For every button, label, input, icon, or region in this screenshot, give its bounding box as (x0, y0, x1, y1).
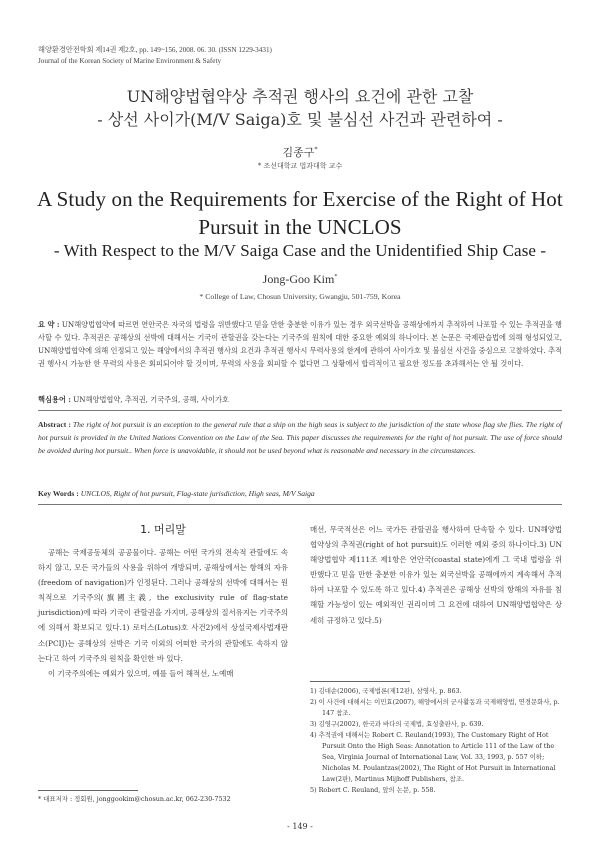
author-mark-en: * (334, 274, 338, 280)
korean-subtitle: - 상선 사이가(M/V Saiga)호 및 불심선 사건과 관련하여 - (97, 110, 503, 129)
english-abstract (38, 418, 562, 457)
body-paragraph: 매선, 무국적선은 어느 국가든 관할권을 행사하여 단속할 수 있다. UN해양법협약상의 추적권(right of hot pursuit)도 이러한 예외 중의 하나이다.3) UN해양법협약 제111조 제1항은 연안국(coastal state)에게 그 국내 법령을 위반했다고 믿을 만한 충분한 이유가 있는 외국선박을 공해에까지 계속해서 추적하여 나포할 수 있도록 하고 있다.4) 추적권은 공해상 선박의 항해의 자유를 침해할 가능성이 있는 예외적인 권리이며 그 요건에 대하여 UN해양법협약은 상세히 규정하고 있다.5) (310, 525, 562, 625)
abstract-ko-text: UN해양법협약에 따르면 연안국은 자국의 법령을 위반했다고 믿을 만한 충분한 이유가 있는 경우 외국선박을 공해상에까지 추적하여 나포할 수 있는 추적권을 행사할 수 있다. 추적권은 공해상의 선박에 대해서는 기국이 관할권을 갖는다는 기국주의 원칙에 대한 중요한 예외의 하나이다. 본 논문은 국제판습법에 의해 형성되었고, UN해양법협약에 의해 인정되고 있는 해양에서의 추적권 행사의 요건과 추적권 행사시 무력사용의 한계에 관하여 사이가호 및 불심선 사건을 중심으로 고찰하였다. 추적권 행사시 가능한 한 무력의 사용은 회피되어야 할 것이며, 무력의 사용을 회피할 수 없다면 그 상황에서 합리적이고 필요한 정도를 초과해서는 안 될 것이다. (38, 320, 562, 368)
english-keywords (38, 487, 562, 500)
english-subtitle: - With Respect to the M/V Saiga Case and the Unidentified Ship Case - (53, 241, 547, 260)
abstract-ko-label: 요 약 : (38, 320, 60, 329)
korean-affiliation: * 조선대학교 법과대학 교수 (257, 162, 343, 170)
journal-name: Journal of the Korean Society of Marine Environment & Safety (38, 57, 222, 65)
journal-citation: 해양환경안전학회 제14권 제2호, pp. 149~156, 2008. 06. 30. (ISSN 1229-3431) (38, 46, 272, 54)
footnote-item: 5) Robert C. Reuland, 앞의 논문, p. 558. (310, 786, 436, 794)
footnote-rule-left (38, 790, 138, 791)
body-paragraph: 이 기국주의에는 예외가 있으며, 예를 들어 해적선, 노예매 (48, 668, 234, 678)
keywords-ko-text: UN해양법협약, 추적권, 기국주의, 공해, 사이가호 (70, 395, 229, 404)
korean-abstract (38, 318, 562, 370)
corresponding-author-footnote: * 대표저자 : 정회원, jonggookim@chosun.ac.kr, 062-230-7532 (38, 795, 231, 803)
english-title-line2: Pursuit in the UNCLOS (198, 215, 402, 239)
korean-title: UN해양법협약상 추적권 행사의 요건에 관한 고찰 (126, 87, 474, 106)
footnote-item: 4) 추적권에 대해서는 Robert C. Reuland(1993), The Customary Right of Hot Pursuit Onto the High Seas: Annotation to Article 111 of the Law of the Sea, Virginia Journal of International Law, Vol. 33, 1993, p. 557 이하; Nicholas M. Poulantzas(2002), The Right of Hot Pursuit in International Law(2판), Martinus Mijhoff Publishers, 참조. (310, 731, 556, 783)
divider-top (38, 410, 562, 411)
keywords-en-label: Key Words : (38, 489, 79, 498)
abstract-en-label: Abstract : (38, 420, 71, 429)
korean-keywords (38, 393, 562, 406)
abstract-en-text: The right of hot pursuit is an exception to the general rule that a ship on the high seas is subject to the jurisdiction of the state whose flag she flies. The right of hot pursuit is provided in the United Nations Convention on the Law of the Sea. This paper discusses the requirements for the right of hot pursuit. The use of force should be avoided during hot pursuit.. When force is unavoidable, it should not be used beyond what is reasonable and necessary in the circumstances. (38, 420, 562, 455)
left-column-body (38, 545, 288, 681)
divider-bottom (38, 504, 562, 505)
footnote-item: 3) 김영구(2002), 한국과 바다의 국제법, 효성출판사, p. 639. (310, 720, 484, 728)
footnote-rule-right (310, 681, 410, 682)
footnote-item: 1) 김대순(2006), 국제법론(제12판), 삼영사, p. 863. (310, 687, 462, 695)
author-name-ko: 김종구 (282, 146, 315, 159)
english-author (0, 272, 600, 287)
right-column-body (310, 522, 562, 628)
keywords-en-text: UNCLOS, Right of hot pursuit, Flag-state jurisdiction, High seas, M/V Saiga (78, 489, 315, 498)
keywords-ko-label: 핵심용어 : (38, 395, 71, 404)
korean-author (0, 144, 600, 160)
body-paragraph: 공해는 국제공동체의 공공물이다. 공해는 어떤 국가의 전속적 관할에도 속하지 않고, 모든 국가들의 사용을 위하여 개방되며, 공해상에서는 항해의 자유(freedom of navigation)가 인정된다. 그러나 공해상의 선박에 대해서는 원칙적으로 기국주의(旗國主義, the exclusivity rule of flag-state jurisdiction)에 따라 기국이 관할권을 가지며, 공해상의 질서유지는 기국주의에 의해서 확보되고 있다.1) 로터스(Lotus)호 사건2)에서 상설국제사법재판소(PCIJ)는 공해상의 선박은 기국 이외의 어떠한 국가의 관할에도 속하지 않는다고 하여 기국주의 원칙을 확인한 바 있다. (38, 548, 288, 663)
english-title-line1: A Study on the Requirements for Exercise of the Right of Hot (37, 187, 563, 211)
footnotes (310, 686, 562, 796)
author-mark-ko: * (314, 146, 318, 154)
author-name-en: Jong-Goo Kim (262, 272, 335, 286)
footnote-item: 2) 이 사건에 대해서는 이민효(2007), 해양에서의 군사활동과 국제해양법, 연경문화사, p. 147 참조. (310, 698, 560, 717)
english-affiliation: * College of Law, Chosun University, Gwangju, 501-759, Korea (199, 292, 401, 301)
section-heading: 1. 머리말 (140, 523, 186, 536)
page-number: - 149 - (287, 822, 313, 831)
